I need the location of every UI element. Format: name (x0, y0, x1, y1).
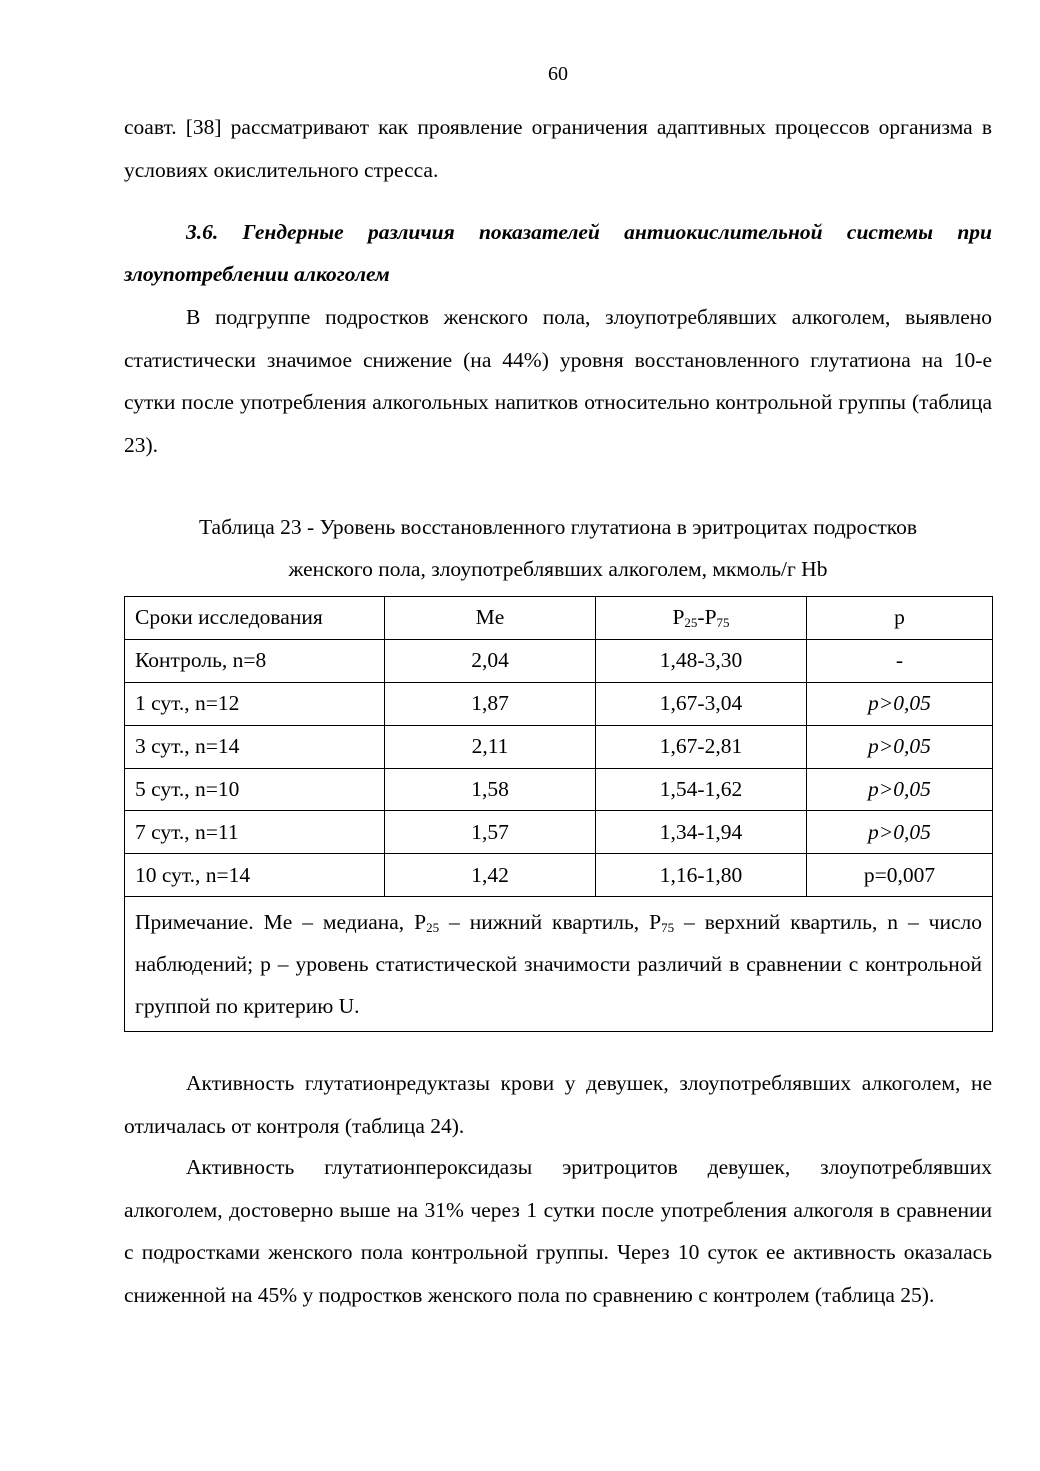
table-row (125, 639, 993, 682)
cell-range: 1,16-1,80 (596, 854, 807, 897)
paragraph-glutathione-reductase: Активность глутатионредуктазы крови у девушек, злоупотреблявших алкоголем, не отличалась от контроля (таблица 24). (124, 1071, 992, 1138)
cell-period: 1 сут., n=12 (125, 682, 385, 725)
header-me: Me (385, 597, 596, 640)
table-note-row (125, 897, 993, 1032)
table-row (125, 811, 993, 854)
table-row (125, 682, 993, 725)
cell-range: 1,48-3,30 (596, 639, 807, 682)
cell-range: 1,67-3,04 (596, 682, 807, 725)
cell-me: 1,42 (385, 854, 596, 897)
table-caption-line2: женского пола, злоупотреблявших алкоголем, мкмоль/г Hb (288, 557, 828, 581)
table-row (125, 768, 993, 811)
cell-p-value: p>0,05 (807, 768, 993, 811)
table-row (125, 854, 993, 897)
cell-p-value: p>0,05 (807, 725, 993, 768)
paragraph-results: В подгруппе подростков женского пола, злоупотреблявших алкоголем, выявлено статистически значимое снижение (на 44%) уровня восстановленного глутатиона на 10-е сутки после употребления алкогольных напитков относительно контрольной группы (таблица 23). (124, 305, 992, 457)
table-row (125, 725, 993, 768)
header-percentile-range: $P_{25}-P_{75}$ (596, 597, 807, 640)
cell-p-value: p=0,007 (807, 854, 993, 897)
paragraph-intro: соавт. [38] рассматривают как проявление ограничения адаптивных процессов организма в условиях окислительного стресса. (124, 115, 992, 182)
cell-me: 1,57 (385, 811, 596, 854)
cell-period: Контроль, n=8 (125, 639, 385, 682)
cell-period: 5 сут., n=10 (125, 768, 385, 811)
section-heading: 3.6. Гендерные различия показателей антиокислительной системы при злоупотреблении алкоголем (124, 220, 992, 286)
cell-range: 1,67-2,81 (596, 725, 807, 768)
cell-period: 10 сут., n=14 (125, 854, 385, 897)
header-period: Сроки исследования (125, 597, 385, 640)
table-caption-line1: Таблица 23 - Уровень восстановленного глутатиона в эритроцитах подростков (198, 515, 918, 539)
cell-range: 1,34-1,94 (596, 811, 807, 854)
table-header-row (125, 597, 993, 640)
cell-p-value: p>0,05 (807, 811, 993, 854)
table-note: Примечание. Me – медиана, $P_{25}$ – нижний квартиль, $P_{75}$ – верхний квартиль, n – число наблюдений; р – уровень статистической значимости различий в сравнении с контрольной группой по критерию U. (125, 897, 993, 1032)
cell-period: 3 сут., n=14 (125, 725, 385, 768)
cell-me: 2,04 (385, 639, 596, 682)
cell-me: 1,87 (385, 682, 596, 725)
cell-me: 1,58 (385, 768, 596, 811)
glutathione-table (124, 596, 993, 1032)
cell-range: 1,54-1,62 (596, 768, 807, 811)
cell-period: 7 сут., n=11 (125, 811, 385, 854)
cell-me: 2,11 (385, 725, 596, 768)
cell-p-value: p>0,05 (807, 682, 993, 725)
header-p-value: p (807, 597, 993, 640)
page-number: 60 (548, 63, 568, 85)
paragraph-glutathione-peroxidase: Активность глутатионпероксидазы эритроцитов девушек, злоупотреблявших алкоголем, достоверно выше на 31% через 1 сутки после употребления алкоголя в сравнении с подростками женского пола контрольной группы. Через 10 суток ее активность оказалась сниженной на 45% у подростков женского пола по сравнению с контролем (таблица 25). (124, 1155, 992, 1307)
cell-p-value: - (807, 639, 993, 682)
